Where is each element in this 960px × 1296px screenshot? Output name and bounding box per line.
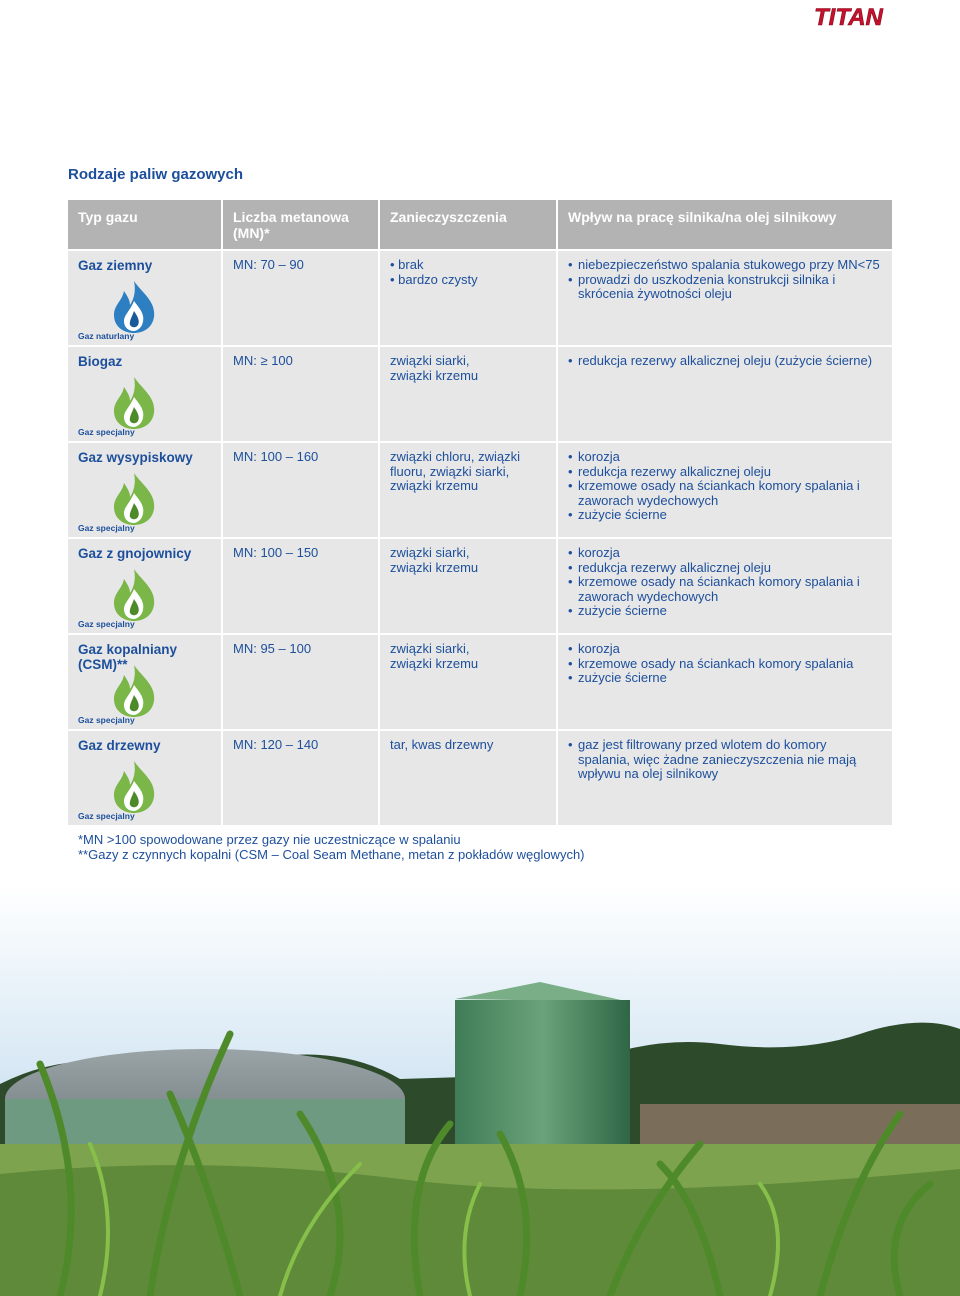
gas-name: Gaz ziemny [78, 258, 153, 273]
impact-item: • zużycie ścierne [568, 671, 882, 686]
gas-category-label: Gaz specjalny [78, 715, 135, 725]
gas-type-cell [68, 443, 223, 537]
impact-item: • korozja [568, 450, 882, 465]
impact-item: • krzemowe osady na ściankach komory spalania i zaworach wydechowych [568, 575, 882, 604]
pollution-line: fluoru, związki siarki, [390, 463, 510, 479]
impact-cell [558, 443, 892, 537]
impact-cell [558, 347, 892, 441]
green-flame-icon [106, 469, 162, 527]
column-header: Zanieczyszczenia [380, 200, 558, 249]
pollution-cell [380, 635, 558, 729]
methane-number-cell: MN: 70 – 90 [223, 251, 380, 345]
gas-type-cell [68, 731, 223, 825]
pollution-line: związki krzemu [390, 559, 479, 575]
table-header [68, 200, 892, 249]
gas-type-cell [68, 251, 223, 345]
green-flame-icon [106, 757, 162, 815]
methane-number-cell: MN: ≥ 100 [223, 347, 380, 441]
gas-type-cell [68, 635, 223, 729]
gas-name: Gaz wysypiskowy [78, 450, 193, 465]
impact-item: • zużycie ścierne [568, 508, 882, 523]
pollution-line: związki siarki, [390, 545, 470, 560]
impact-cell [558, 251, 892, 345]
gas-category-label: Gaz naturlany [78, 331, 135, 341]
gas-category-label: Gaz specjalny [78, 811, 135, 821]
gas-type-cell [68, 347, 223, 441]
table-row [68, 347, 892, 441]
pollution-cell [380, 251, 558, 345]
methane-number-cell: MN: 95 – 100 [223, 635, 380, 729]
impact-list [568, 546, 882, 619]
impact-item: • zużycie ścierne [568, 604, 882, 619]
gas-name: Gaz z gnojownicy [78, 546, 192, 561]
impact-item: • krzemowe osady na ściankach komory spalania [568, 657, 882, 672]
pollution-cell [380, 443, 558, 537]
pollution-line: związki krzemu [390, 478, 479, 493]
impact-item: • korozja [568, 642, 882, 657]
biogas-plant-photo [0, 884, 960, 1296]
impact-list [568, 450, 882, 523]
column-header: Liczba metanowa (MN)* [223, 200, 380, 249]
impact-cell [558, 539, 892, 633]
green-flame-icon [106, 661, 162, 719]
green-flame-icon [106, 565, 162, 623]
gas-types-table [68, 200, 892, 825]
green-flame-icon [106, 373, 162, 431]
impact-item: • redukcja rezerwy alkalicznej oleju (zużycie ścierne) [568, 354, 882, 369]
impact-item: • redukcja rezerwy alkalicznej oleju [568, 465, 882, 480]
pollution-line: • brak [390, 257, 424, 272]
methane-number-cell: MN: 100 – 160 [223, 443, 380, 537]
impact-list [568, 258, 882, 302]
footnote: **Gazy z czynnych kopalni (CSM – Coal Seam Methane, metan z pokładów węglowych) [78, 847, 585, 862]
impact-item: • krzemowe osady na ściankach komory spalania i zaworach wydechowych [568, 479, 882, 508]
pollution-line: tar, kwas drzewny [390, 737, 494, 752]
pollution-line: związki krzemu [390, 655, 479, 671]
pollution-cell [380, 539, 558, 633]
gas-name: Gaz drzewny [78, 738, 161, 753]
methane-number-cell: MN: 100 – 150 [223, 539, 380, 633]
table-row [68, 443, 892, 537]
page-title: Rodzaje paliw gazowych [68, 166, 244, 183]
impact-item: • prowadzi do uszkodzenia konstrukcji silnika i skrócenia żywotności oleju [568, 273, 882, 302]
pollution-line: związki chloru, związki [390, 449, 521, 464]
pollution-cell [380, 731, 558, 825]
impact-cell [558, 731, 892, 825]
gas-type-cell [68, 539, 223, 633]
table-row [68, 251, 892, 345]
pollution-line: • bardzo czysty [390, 271, 478, 287]
table-row [68, 731, 892, 825]
pollution-line: związki krzemu [390, 367, 479, 383]
gas-name: Biogaz [78, 354, 123, 369]
impact-item: • niebezpieczeństwo spalania stukowego przy MN<75 [568, 258, 882, 273]
methane-number-cell: MN: 120 – 140 [223, 731, 380, 825]
titan-logo [812, 2, 896, 30]
pollution-line: związki siarki, [390, 641, 470, 656]
impact-list [568, 354, 882, 369]
gas-category-label: Gaz specjalny [78, 523, 135, 533]
impact-list [568, 642, 882, 686]
gas-name: Gaz kopalniany (CSM)** [78, 642, 178, 672]
gas-category-label: Gaz specjalny [78, 427, 135, 437]
table-row [68, 635, 892, 729]
impact-item: • redukcja rezerwy alkalicznej oleju [568, 561, 882, 576]
impact-item: • korozja [568, 546, 882, 561]
pollution-cell [380, 347, 558, 441]
pollution-line: związki siarki, [390, 353, 470, 368]
impact-list [568, 738, 882, 782]
footnotes [78, 832, 585, 862]
gas-category-label: Gaz specjalny [78, 619, 135, 629]
column-header: Wpływ na pracę silnika/na olej silnikowy [558, 200, 892, 249]
footnote: *MN >100 spowodowane przez gazy nie uczestniczące w spalaniu [78, 832, 461, 847]
impact-cell [558, 635, 892, 729]
column-header: Typ gazu [68, 200, 223, 249]
blue-flame-icon [106, 277, 162, 335]
table-row [68, 539, 892, 633]
svg-text:TITAN: TITAN [814, 4, 883, 30]
impact-item: • gaz jest filtrowany przed wlotem do komory spalania, więc żadne zanieczyszczenia nie mają wpływu na olej silnikowy [568, 738, 882, 782]
